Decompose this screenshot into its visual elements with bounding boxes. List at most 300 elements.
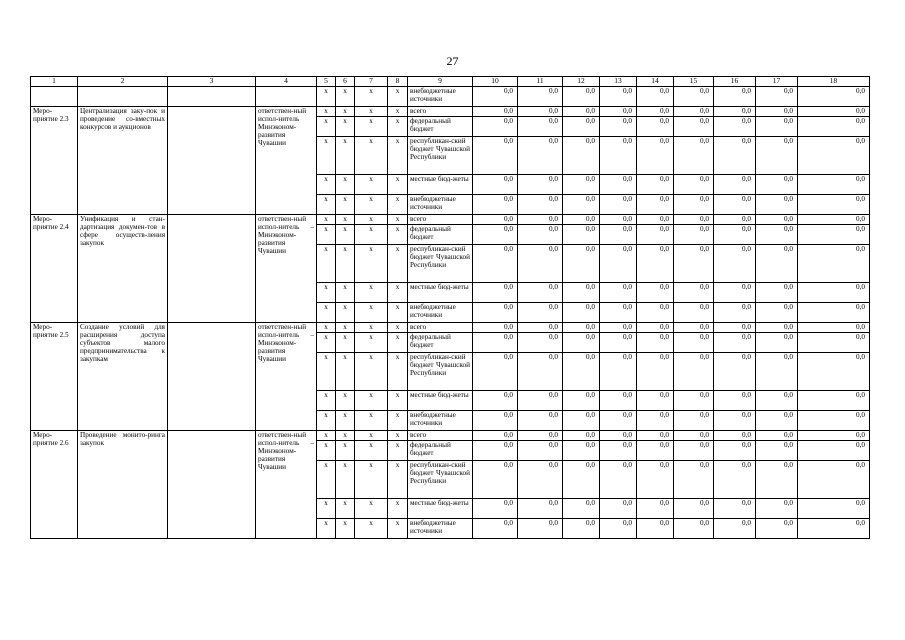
amount-cell: 0,0 xyxy=(563,215,600,225)
x-mark: x xyxy=(336,215,355,225)
amount-cell: 0,0 xyxy=(563,225,600,245)
x-mark: x xyxy=(355,303,388,323)
x-mark: x xyxy=(336,117,355,137)
column-number: 8 xyxy=(388,77,408,87)
amount-cell: 0,0 xyxy=(798,175,870,195)
amount-cell: 0,0 xyxy=(518,519,563,539)
x-mark: x xyxy=(317,323,336,333)
amount-cell: 0,0 xyxy=(473,333,518,353)
amount-cell: 0,0 xyxy=(563,411,600,431)
amount-cell: 0,0 xyxy=(756,411,798,431)
empty-cell xyxy=(31,87,78,107)
amount-cell: 0,0 xyxy=(637,411,674,431)
x-mark: x xyxy=(317,107,336,117)
amount-cell: 0,0 xyxy=(637,519,674,539)
x-mark: x xyxy=(317,499,336,519)
empty-cell xyxy=(168,323,256,431)
funding-source: местные бюд-жеты xyxy=(408,499,473,519)
amount-cell: 0,0 xyxy=(798,303,870,323)
amount-cell: 0,0 xyxy=(600,107,637,117)
amount-cell: 0,0 xyxy=(674,391,714,411)
amount-cell: 0,0 xyxy=(563,117,600,137)
amount-cell: 0,0 xyxy=(674,411,714,431)
amount-cell: 0,0 xyxy=(714,353,756,391)
amount-cell: 0,0 xyxy=(756,461,798,499)
amount-cell: 0,0 xyxy=(714,107,756,117)
amount-cell: 0,0 xyxy=(674,333,714,353)
funding-source: местные бюд-жеты xyxy=(408,283,473,303)
x-mark: x xyxy=(336,175,355,195)
funding-source: республикан-ский бюджет Чувашской Республики xyxy=(408,461,473,499)
funding-source: внебюджетные источники xyxy=(408,519,473,539)
x-mark: x xyxy=(355,333,388,353)
amount-cell: 0,0 xyxy=(798,391,870,411)
x-mark: x xyxy=(336,441,355,461)
x-mark: x xyxy=(355,283,388,303)
amount-cell: 0,0 xyxy=(563,283,600,303)
amount-cell: 0,0 xyxy=(563,333,600,353)
amount-cell: 0,0 xyxy=(637,441,674,461)
amount-cell: 0,0 xyxy=(674,441,714,461)
x-mark: x xyxy=(355,323,388,333)
measure-label: Меро-приятие 2.3 xyxy=(31,107,78,215)
x-mark: x xyxy=(355,411,388,431)
amount-cell: 0,0 xyxy=(518,411,563,431)
x-mark: x xyxy=(388,137,408,175)
x-mark: x xyxy=(317,333,336,353)
amount-cell: 0,0 xyxy=(714,303,756,323)
amount-cell: 0,0 xyxy=(798,411,870,431)
amount-cell: 0,0 xyxy=(637,303,674,323)
x-mark: x xyxy=(317,391,336,411)
measure-label: Меро-приятие 2.4 xyxy=(31,215,78,323)
amount-cell: 0,0 xyxy=(637,461,674,499)
x-mark: x xyxy=(355,137,388,175)
amount-cell: 0,0 xyxy=(674,461,714,499)
funding-source: федеральный бюджет xyxy=(408,333,473,353)
amount-cell: 0,0 xyxy=(563,323,600,333)
x-mark: x xyxy=(388,87,408,107)
column-number: 3 xyxy=(168,77,256,87)
funding-source: внебюджетные источники xyxy=(408,87,473,107)
funding-source: республикан-ский бюджет Чувашской Республики xyxy=(408,245,473,283)
budget-table xyxy=(30,76,870,539)
amount-cell: 0,0 xyxy=(600,175,637,195)
amount-cell: 0,0 xyxy=(518,323,563,333)
x-mark: x xyxy=(336,411,355,431)
column-number: 17 xyxy=(756,77,798,87)
amount-cell: 0,0 xyxy=(473,245,518,283)
amount-cell: 0,0 xyxy=(756,353,798,391)
amount-cell: 0,0 xyxy=(600,431,637,441)
amount-cell: 0,0 xyxy=(756,225,798,245)
x-mark: x xyxy=(388,175,408,195)
amount-cell: 0,0 xyxy=(473,225,518,245)
page-number: 27 xyxy=(446,54,459,68)
x-mark: x xyxy=(355,175,388,195)
amount-cell: 0,0 xyxy=(637,391,674,411)
amount-cell: 0,0 xyxy=(756,215,798,225)
amount-cell: 0,0 xyxy=(637,323,674,333)
x-mark: x xyxy=(317,461,336,499)
funding-source: внебюджетные источники xyxy=(408,195,473,215)
x-mark: x xyxy=(317,195,336,215)
amount-cell: 0,0 xyxy=(756,499,798,519)
measure-name: Создание условий для расширения доступа субъектов малого предпринимательства к закупкам xyxy=(78,323,168,431)
amount-cell: 0,0 xyxy=(714,225,756,245)
column-number: 16 xyxy=(714,77,756,87)
amount-cell: 0,0 xyxy=(563,461,600,499)
amount-cell: 0,0 xyxy=(756,107,798,117)
amount-cell: 0,0 xyxy=(714,117,756,137)
column-number: 1 xyxy=(31,77,78,87)
amount-cell: 0,0 xyxy=(756,245,798,283)
column-number: 5 xyxy=(317,77,336,87)
amount-cell: 0,0 xyxy=(798,117,870,137)
amount-cell: 0,0 xyxy=(518,353,563,391)
amount-cell: 0,0 xyxy=(600,411,637,431)
amount-cell: 0,0 xyxy=(637,431,674,441)
amount-cell: 0,0 xyxy=(674,353,714,391)
x-mark: x xyxy=(388,461,408,499)
x-mark: x xyxy=(388,391,408,411)
amount-cell: 0,0 xyxy=(600,245,637,283)
amount-cell: 0,0 xyxy=(756,391,798,411)
x-mark: x xyxy=(355,441,388,461)
amount-cell: 0,0 xyxy=(714,519,756,539)
x-mark: x xyxy=(317,87,336,107)
amount-cell: 0,0 xyxy=(518,431,563,441)
x-mark: x xyxy=(336,499,355,519)
x-mark: x xyxy=(336,519,355,539)
x-mark: x xyxy=(355,391,388,411)
amount-cell: 0,0 xyxy=(674,245,714,283)
x-mark: x xyxy=(336,225,355,245)
amount-cell: 0,0 xyxy=(714,441,756,461)
amount-cell: 0,0 xyxy=(637,137,674,175)
amount-cell: 0,0 xyxy=(637,333,674,353)
amount-cell: 0,0 xyxy=(637,87,674,107)
amount-cell: 0,0 xyxy=(674,215,714,225)
empty-cell xyxy=(168,431,256,539)
amount-cell: 0,0 xyxy=(563,353,600,391)
amount-cell: 0,0 xyxy=(563,441,600,461)
x-mark: x xyxy=(355,215,388,225)
x-mark: x xyxy=(388,519,408,539)
amount-cell: 0,0 xyxy=(518,441,563,461)
amount-cell: 0,0 xyxy=(637,245,674,283)
amount-cell: 0,0 xyxy=(798,137,870,175)
amount-cell: 0,0 xyxy=(600,215,637,225)
amount-cell: 0,0 xyxy=(563,245,600,283)
amount-cell: 0,0 xyxy=(798,353,870,391)
amount-cell: 0,0 xyxy=(473,303,518,323)
amount-cell: 0,0 xyxy=(563,519,600,539)
amount-cell: 0,0 xyxy=(473,175,518,195)
amount-cell: 0,0 xyxy=(714,137,756,175)
amount-cell: 0,0 xyxy=(563,431,600,441)
amount-cell: 0,0 xyxy=(798,461,870,499)
empty-cell xyxy=(168,87,256,107)
amount-cell: 0,0 xyxy=(473,519,518,539)
column-number: 2 xyxy=(78,77,168,87)
funding-source: всего xyxy=(408,215,473,225)
amount-cell: 0,0 xyxy=(798,245,870,283)
amount-cell: 0,0 xyxy=(600,499,637,519)
amount-cell: 0,0 xyxy=(563,303,600,323)
x-mark: x xyxy=(336,195,355,215)
amount-cell: 0,0 xyxy=(756,431,798,441)
amount-cell: 0,0 xyxy=(756,441,798,461)
amount-cell: 0,0 xyxy=(518,333,563,353)
x-mark: x xyxy=(355,519,388,539)
x-mark: x xyxy=(388,303,408,323)
amount-cell: 0,0 xyxy=(518,137,563,175)
amount-cell: 0,0 xyxy=(798,283,870,303)
amount-cell: 0,0 xyxy=(756,175,798,195)
amount-cell: 0,0 xyxy=(473,431,518,441)
amount-cell: 0,0 xyxy=(473,441,518,461)
x-mark: x xyxy=(388,499,408,519)
amount-cell: 0,0 xyxy=(518,499,563,519)
amount-cell: 0,0 xyxy=(563,499,600,519)
amount-cell: 0,0 xyxy=(518,283,563,303)
funding-source: федеральный бюджет xyxy=(408,225,473,245)
x-mark: x xyxy=(317,431,336,441)
amount-cell: 0,0 xyxy=(637,353,674,391)
funding-source: всего xyxy=(408,323,473,333)
x-mark: x xyxy=(355,499,388,519)
funding-source: местные бюд-жеты xyxy=(408,391,473,411)
x-mark: x xyxy=(388,431,408,441)
amount-cell: 0,0 xyxy=(637,175,674,195)
amount-cell: 0,0 xyxy=(714,333,756,353)
amount-cell: 0,0 xyxy=(563,137,600,175)
amount-cell: 0,0 xyxy=(563,195,600,215)
empty-cell xyxy=(256,87,317,107)
amount-cell: 0,0 xyxy=(600,353,637,391)
amount-cell: 0,0 xyxy=(798,323,870,333)
measure-executor: ответствен-ный испол-нитель – Минэконом-развития Чувашии xyxy=(256,215,317,323)
funding-source: федеральный бюджет xyxy=(408,441,473,461)
amount-cell: 0,0 xyxy=(600,333,637,353)
measure-executor: ответствен-ный испол-нитель – Минэконом-развития Чувашии xyxy=(256,323,317,431)
x-mark: x xyxy=(336,391,355,411)
amount-cell: 0,0 xyxy=(518,117,563,137)
amount-cell: 0,0 xyxy=(674,431,714,441)
amount-cell: 0,0 xyxy=(756,87,798,107)
x-mark: x xyxy=(317,175,336,195)
table-row xyxy=(31,431,870,441)
x-mark: x xyxy=(336,137,355,175)
amount-cell: 0,0 xyxy=(473,107,518,117)
amount-cell: 0,0 xyxy=(637,499,674,519)
table-row xyxy=(31,215,870,225)
column-number: 7 xyxy=(355,77,388,87)
amount-cell: 0,0 xyxy=(518,107,563,117)
amount-cell: 0,0 xyxy=(798,195,870,215)
column-number-row xyxy=(31,77,870,87)
amount-cell: 0,0 xyxy=(798,519,870,539)
amount-cell: 0,0 xyxy=(714,195,756,215)
amount-cell: 0,0 xyxy=(674,137,714,175)
x-mark: x xyxy=(317,245,336,283)
measure-executor: ответствен-ный испол-нитель – Минэконом-развития Чувашии xyxy=(256,431,317,539)
amount-cell: 0,0 xyxy=(756,137,798,175)
amount-cell: 0,0 xyxy=(518,303,563,323)
x-mark: x xyxy=(388,283,408,303)
amount-cell: 0,0 xyxy=(518,195,563,215)
amount-cell: 0,0 xyxy=(473,461,518,499)
amount-cell: 0,0 xyxy=(756,333,798,353)
amount-cell: 0,0 xyxy=(473,391,518,411)
column-number: 4 xyxy=(256,77,317,87)
x-mark: x xyxy=(355,353,388,391)
empty-cell xyxy=(168,107,256,215)
amount-cell: 0,0 xyxy=(798,215,870,225)
amount-cell: 0,0 xyxy=(518,391,563,411)
amount-cell: 0,0 xyxy=(600,137,637,175)
funding-source: республикан-ский бюджет Чувашской Республики xyxy=(408,137,473,175)
empty-cell xyxy=(78,87,168,107)
amount-cell: 0,0 xyxy=(600,283,637,303)
amount-cell: 0,0 xyxy=(714,323,756,333)
amount-cell: 0,0 xyxy=(473,195,518,215)
x-mark: x xyxy=(388,107,408,117)
amount-cell: 0,0 xyxy=(600,117,637,137)
amount-cell: 0,0 xyxy=(674,225,714,245)
x-mark: x xyxy=(317,441,336,461)
amount-cell: 0,0 xyxy=(714,87,756,107)
amount-cell: 0,0 xyxy=(563,175,600,195)
measure-label: Меро-приятие 2.5 xyxy=(31,323,78,431)
column-number: 15 xyxy=(674,77,714,87)
x-mark: x xyxy=(336,461,355,499)
x-mark: x xyxy=(317,303,336,323)
amount-cell: 0,0 xyxy=(798,87,870,107)
amount-cell: 0,0 xyxy=(473,87,518,107)
column-number: 13 xyxy=(600,77,637,87)
x-mark: x xyxy=(388,245,408,283)
column-number: 10 xyxy=(473,77,518,87)
x-mark: x xyxy=(317,411,336,431)
x-mark: x xyxy=(317,353,336,391)
amount-cell: 0,0 xyxy=(600,323,637,333)
amount-cell: 0,0 xyxy=(674,117,714,137)
x-mark: x xyxy=(336,431,355,441)
x-mark: x xyxy=(388,117,408,137)
measure-executor: ответствен-ный испол-нитель Минэконом-развития Чувашии xyxy=(256,107,317,215)
table-row xyxy=(31,87,870,107)
table-row xyxy=(31,107,870,117)
amount-cell: 0,0 xyxy=(473,499,518,519)
amount-cell: 0,0 xyxy=(674,175,714,195)
amount-cell: 0,0 xyxy=(518,461,563,499)
amount-cell: 0,0 xyxy=(714,175,756,195)
amount-cell: 0,0 xyxy=(674,499,714,519)
amount-cell: 0,0 xyxy=(714,283,756,303)
amount-cell: 0,0 xyxy=(600,391,637,411)
measure-name: Централизация заку-пок и проведение со-вместных конкурсов и аукционов xyxy=(78,107,168,215)
x-mark: x xyxy=(355,195,388,215)
funding-source: всего xyxy=(408,107,473,117)
x-mark: x xyxy=(388,441,408,461)
x-mark: x xyxy=(317,225,336,245)
amount-cell: 0,0 xyxy=(714,391,756,411)
funding-source: внебюджетные источники xyxy=(408,303,473,323)
x-mark: x xyxy=(336,303,355,323)
amount-cell: 0,0 xyxy=(637,225,674,245)
amount-cell: 0,0 xyxy=(637,117,674,137)
amount-cell: 0,0 xyxy=(714,411,756,431)
amount-cell: 0,0 xyxy=(473,323,518,333)
x-mark: x xyxy=(317,283,336,303)
column-number: 6 xyxy=(336,77,355,87)
amount-cell: 0,0 xyxy=(473,353,518,391)
x-mark: x xyxy=(336,333,355,353)
amount-cell: 0,0 xyxy=(600,519,637,539)
amount-cell: 0,0 xyxy=(473,137,518,175)
column-number: 18 xyxy=(798,77,870,87)
x-mark: x xyxy=(317,519,336,539)
measure-label: Меро-приятие 2.6 xyxy=(31,431,78,539)
amount-cell: 0,0 xyxy=(518,225,563,245)
amount-cell: 0,0 xyxy=(756,323,798,333)
x-mark: x xyxy=(317,137,336,175)
funding-source: республикан-ский бюджет Чувашской Республики xyxy=(408,353,473,391)
x-mark: x xyxy=(355,431,388,441)
x-mark: x xyxy=(317,117,336,137)
x-mark: x xyxy=(355,117,388,137)
amount-cell: 0,0 xyxy=(798,441,870,461)
x-mark: x xyxy=(355,107,388,117)
funding-source: местные бюд-жеты xyxy=(408,175,473,195)
amount-cell: 0,0 xyxy=(674,519,714,539)
amount-cell: 0,0 xyxy=(798,333,870,353)
amount-cell: 0,0 xyxy=(600,441,637,461)
x-mark: x xyxy=(336,107,355,117)
amount-cell: 0,0 xyxy=(600,225,637,245)
measure-name: Унификация и стан-дартизация докумен-тов в сфере осуществ-ления закупок xyxy=(78,215,168,323)
amount-cell: 0,0 xyxy=(637,283,674,303)
amount-cell: 0,0 xyxy=(473,117,518,137)
amount-cell: 0,0 xyxy=(563,107,600,117)
x-mark: x xyxy=(388,225,408,245)
amount-cell: 0,0 xyxy=(637,215,674,225)
amount-cell: 0,0 xyxy=(600,303,637,323)
x-mark: x xyxy=(355,87,388,107)
amount-cell: 0,0 xyxy=(637,195,674,215)
amount-cell: 0,0 xyxy=(756,303,798,323)
x-mark: x xyxy=(355,245,388,283)
x-mark: x xyxy=(388,353,408,391)
x-mark: x xyxy=(388,215,408,225)
x-mark: x xyxy=(355,461,388,499)
funding-source: всего xyxy=(408,431,473,441)
amount-cell: 0,0 xyxy=(756,519,798,539)
x-mark: x xyxy=(388,195,408,215)
amount-cell: 0,0 xyxy=(798,107,870,117)
amount-cell: 0,0 xyxy=(518,175,563,195)
amount-cell: 0,0 xyxy=(563,87,600,107)
empty-cell xyxy=(168,215,256,323)
x-mark: x xyxy=(317,215,336,225)
amount-cell: 0,0 xyxy=(600,195,637,215)
amount-cell: 0,0 xyxy=(518,215,563,225)
amount-cell: 0,0 xyxy=(674,283,714,303)
measure-name: Проведение монито-ринга закупок xyxy=(78,431,168,539)
amount-cell: 0,0 xyxy=(756,117,798,137)
